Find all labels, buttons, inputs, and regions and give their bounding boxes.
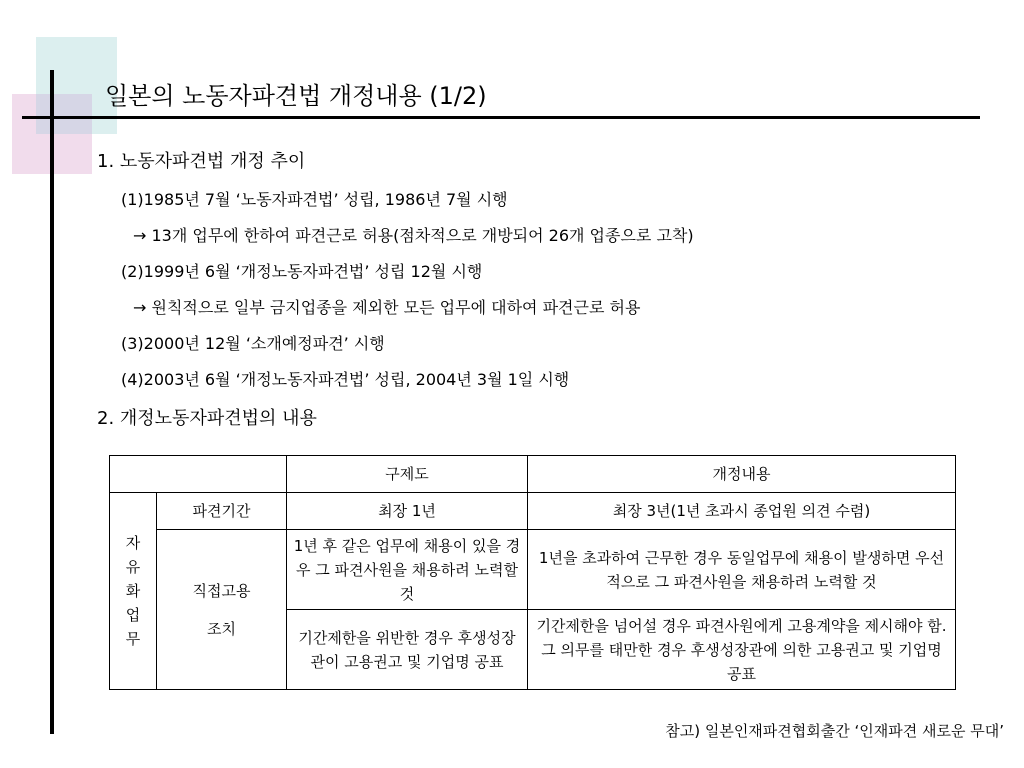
group-label-char: 자: [125, 534, 141, 552]
trend-item-1999-detail: → 원칙적으로 일부 금지업종을 제외한 모든 업무에 대하여 파견근로 허용: [133, 298, 641, 317]
cell-old-dispatch-period: 최장 1년: [287, 493, 528, 530]
section-heading-trend: 1. 노동자파견법 개정 추이: [97, 151, 306, 172]
group-label-char: 유: [125, 558, 141, 576]
table-group-label-liberalized-work: [110, 493, 157, 690]
decor-vertical-rule: [50, 70, 54, 734]
table-header-blank: [110, 456, 287, 493]
cell-new-direct-hire-a: 1년을 초과하여 근무한 경우 동일업무에 채용이 발생하면 우선적으로 그 파견사원을 채용하려 노력할 것: [528, 530, 956, 610]
trend-item-1985: (1)1985년 7월 ‘노동자파견법’ 성립, 1986년 7월 시행: [121, 190, 508, 209]
row-label-direct-hire-line2: 조치: [207, 619, 236, 638]
row-label-direct-hire-line1: 직접고용: [192, 581, 251, 600]
row-label-dispatch-period: 파견기간: [157, 493, 287, 530]
table-row-dispatch-period: [110, 493, 956, 530]
table-header-revision: 개정내용: [528, 456, 956, 493]
cell-new-direct-hire-b: 기간제한을 넘어설 경우 파견사원에게 고용계약을 제시해야 함. 그 의무를 태만한 경우 후생성장관에 의한 고용권고 및 기업명 공표: [528, 610, 956, 690]
trend-item-2003: (4)2003년 6월 ‘개정노동자파견법’ 성립, 2004년 3월 1일 시행: [121, 370, 570, 389]
table-header-old-system: 구제도: [287, 456, 528, 493]
trend-item-1999: (2)1999년 6월 ‘개정노동자파견법’ 성립 12월 시행: [121, 262, 483, 281]
section-heading-contents: 2. 개정노동자파견법의 내용: [97, 408, 317, 429]
decor-square-overlap: [36, 94, 92, 134]
source-footnote: 참고) 일본인재파견협회출간 ‘인재파견 새로운 무대’: [665, 722, 1004, 740]
cell-old-direct-hire-b: 기간제한을 위반한 경우 후생성장관이 고용권고 및 기업명 공표: [287, 610, 528, 690]
row-label-direct-hire: [157, 530, 287, 690]
revision-table: [109, 455, 956, 690]
cell-new-dispatch-period: 최장 3년(1년 초과시 종업원 의견 수렴): [528, 493, 956, 530]
table-header-row: [110, 456, 956, 493]
group-label-char: 무: [125, 630, 141, 648]
group-label-char: 화: [125, 582, 141, 600]
title-underline-rule: [22, 116, 980, 119]
slide-title: 일본의 노동자파견법 개정내용 (1/2): [105, 82, 487, 110]
trend-item-1985-detail: → 13개 업무에 한하여 파견근로 허용(점차적으로 개방되어 26개 업종으로 고착): [133, 226, 694, 245]
cell-old-direct-hire-a: 1년 후 같은 업무에 채용이 있을 경우 그 파견사원을 채용하려 노력할 것: [287, 530, 528, 610]
group-label-char: 업: [125, 606, 141, 624]
trend-item-2000: (3)2000년 12월 ‘소개예정파견’ 시행: [121, 334, 385, 353]
table-row-direct-hire-a: [110, 530, 956, 610]
